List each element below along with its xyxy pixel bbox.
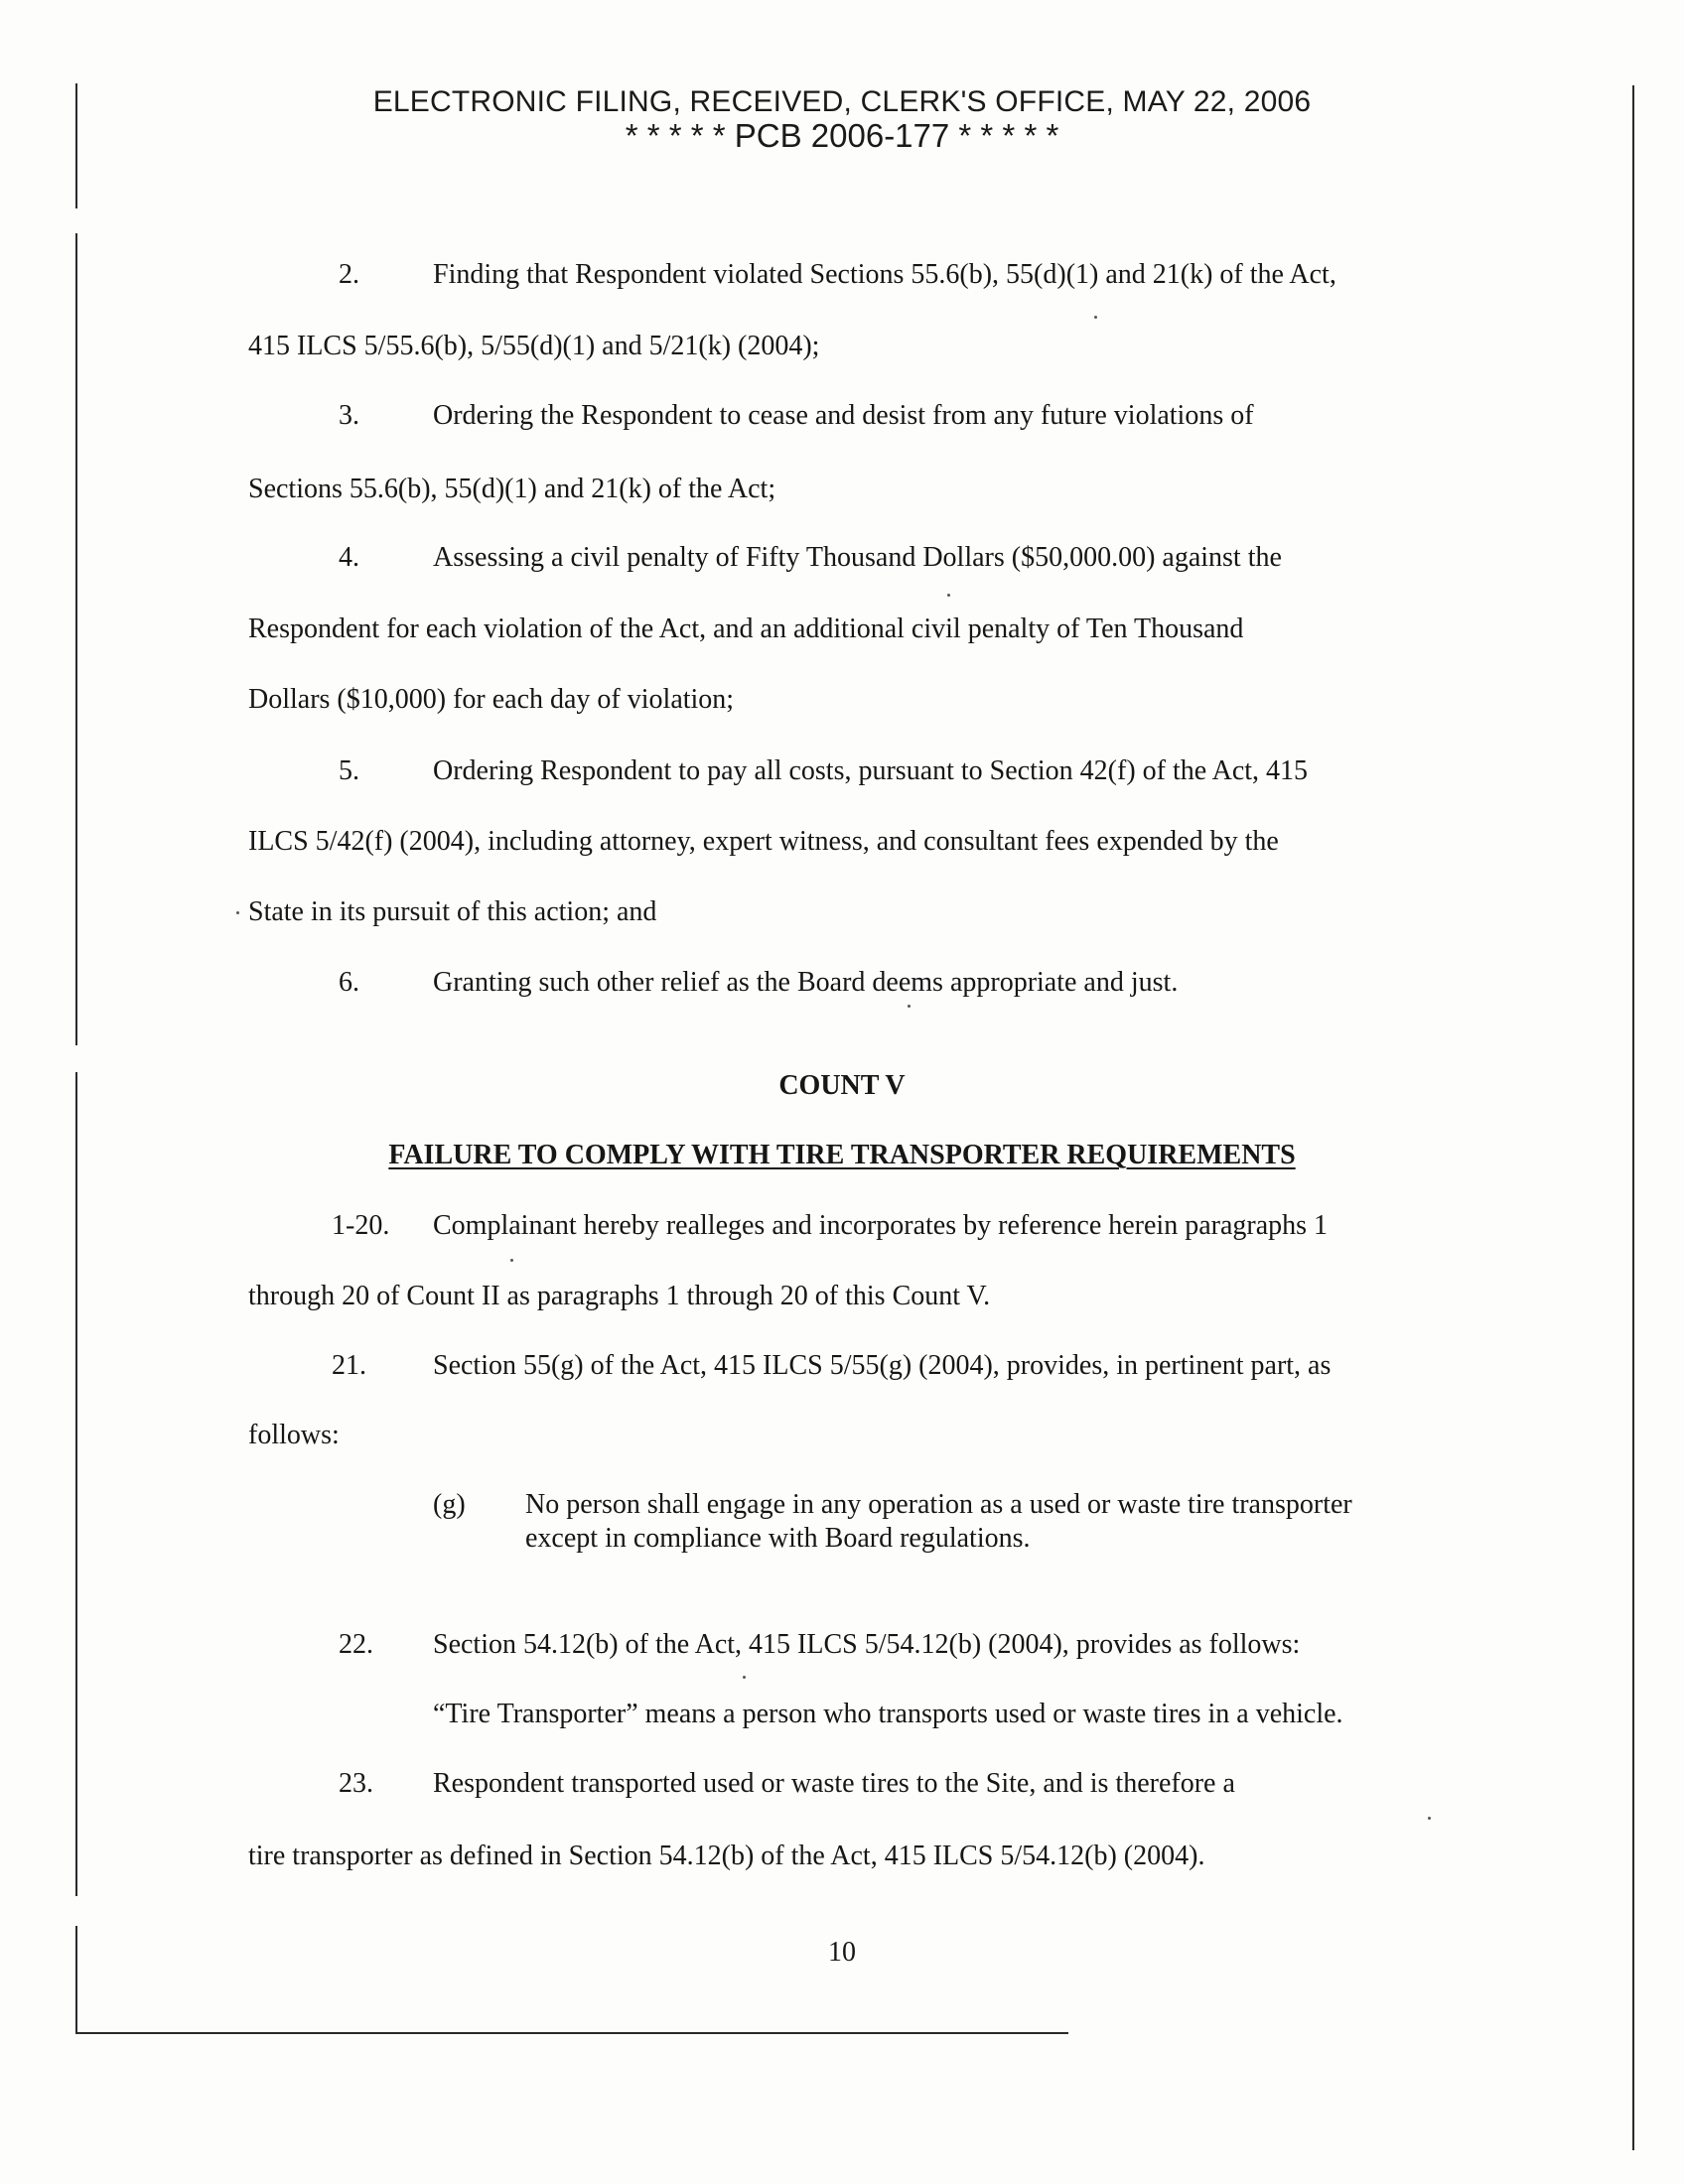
filing-header-line2: * * * * * PCB 2006-177 * * * * * bbox=[625, 117, 1059, 154]
scan-speck bbox=[947, 594, 950, 597]
item-text-line: Ordering Respondent to pay all costs, pursuant to Section 42(f) of the Act, 415 bbox=[433, 755, 1309, 786]
scan-speck bbox=[1428, 1817, 1431, 1820]
count-subheading: FAILURE TO COMPLY WITH TIRE TRANSPORTER REQUIREMENTS bbox=[388, 1140, 1296, 1170]
quote-text-line: except in compliance with Board regulations. bbox=[525, 1523, 1031, 1554]
paragraph-number: 1-20. bbox=[332, 1210, 390, 1241]
scan-speck bbox=[510, 1259, 513, 1262]
item-text-line: ILCS 5/42(f) (2004), including attorney, expert witness, and consultant fees expended by the bbox=[248, 826, 1279, 857]
paragraph-number: 23. bbox=[339, 1768, 373, 1799]
count-heading: COUNT V bbox=[778, 1070, 906, 1101]
paragraph-number: 22. bbox=[339, 1629, 373, 1660]
paragraph-text-line: Section 54.12(b) of the Act, 415 ILCS 5/54.12(b) (2004), provides as follows: bbox=[433, 1629, 1301, 1660]
paragraph-text-line: Complainant hereby realleges and incorporates by reference herein paragraphs 1 bbox=[433, 1210, 1329, 1241]
paragraph-text-line: follows: bbox=[248, 1420, 340, 1450]
item-number: 5. bbox=[339, 755, 359, 786]
item-text-line: Finding that Respondent violated Sections 55.6(b), 55(d)(1) and 21(k) of the Act, bbox=[433, 259, 1336, 290]
item-text-line: Dollars ($10,000) for each day of violation; bbox=[248, 684, 735, 715]
item-number: 6. bbox=[339, 967, 359, 998]
definition-text-line: “Tire Transporter” means a person who transports used or waste tires in a vehicle. bbox=[433, 1699, 1343, 1729]
scan-speck bbox=[743, 1676, 746, 1679]
item-text-line: 415 ILCS 5/55.6(b), 5/55(d)(1) and 5/21(k) (2004); bbox=[248, 331, 820, 361]
paragraph-text-line: through 20 of Count II as paragraphs 1 through 20 of this Count V. bbox=[248, 1281, 991, 1311]
item-text-line: Granting such other relief as the Board deems appropriate and just. bbox=[433, 967, 1179, 998]
item-number: 2. bbox=[339, 259, 359, 290]
scan-margin-line bbox=[75, 1072, 77, 1896]
filing-header-line1: ELECTRONIC FILING, RECEIVED, CLERK'S OFFICE, MAY 22, 2006 bbox=[372, 85, 1312, 118]
item-text-line: Assessing a civil penalty of Fifty Thousand Dollars ($50,000.00) against the bbox=[433, 542, 1282, 573]
scan-margin-line bbox=[1632, 85, 1634, 2150]
paragraph-text-line: Respondent transported used or waste tires to the Site, and is therefore a bbox=[433, 1768, 1235, 1799]
scan-speck bbox=[908, 1005, 911, 1008]
scan-speck bbox=[1094, 316, 1097, 319]
quote-text-line: No person shall engage in any operation as a used or waste tire transporter bbox=[525, 1489, 1352, 1520]
item-text-line: Sections 55.6(b), 55(d)(1) and 21(k) of the Act; bbox=[248, 474, 776, 504]
paragraph-text-line: tire transporter as defined in Section 54.12(b) of the Act, 415 ILCS 5/54.12(b) (2004). bbox=[248, 1841, 1205, 1871]
item-text-line: State in its pursuit of this action; and bbox=[248, 896, 657, 927]
paragraph-number: 21. bbox=[332, 1350, 366, 1381]
scan-margin-line bbox=[75, 233, 77, 1045]
item-text-line: Ordering the Respondent to cease and desist from any future violations of bbox=[433, 400, 1254, 431]
quote-label: (g) bbox=[433, 1489, 466, 1520]
item-text-line: Respondent for each violation of the Act, and an additional civil penalty of Ten Thousand bbox=[248, 614, 1244, 644]
scan-speck bbox=[236, 911, 239, 914]
item-number: 4. bbox=[339, 542, 359, 573]
scan-bottom-line bbox=[75, 2032, 1068, 2034]
paragraph-text-line: Section 55(g) of the Act, 415 ILCS 5/55(g) (2004), provides, in pertinent part, as bbox=[433, 1350, 1332, 1381]
page-number: 10 bbox=[828, 1937, 856, 1968]
item-number: 3. bbox=[339, 400, 359, 431]
